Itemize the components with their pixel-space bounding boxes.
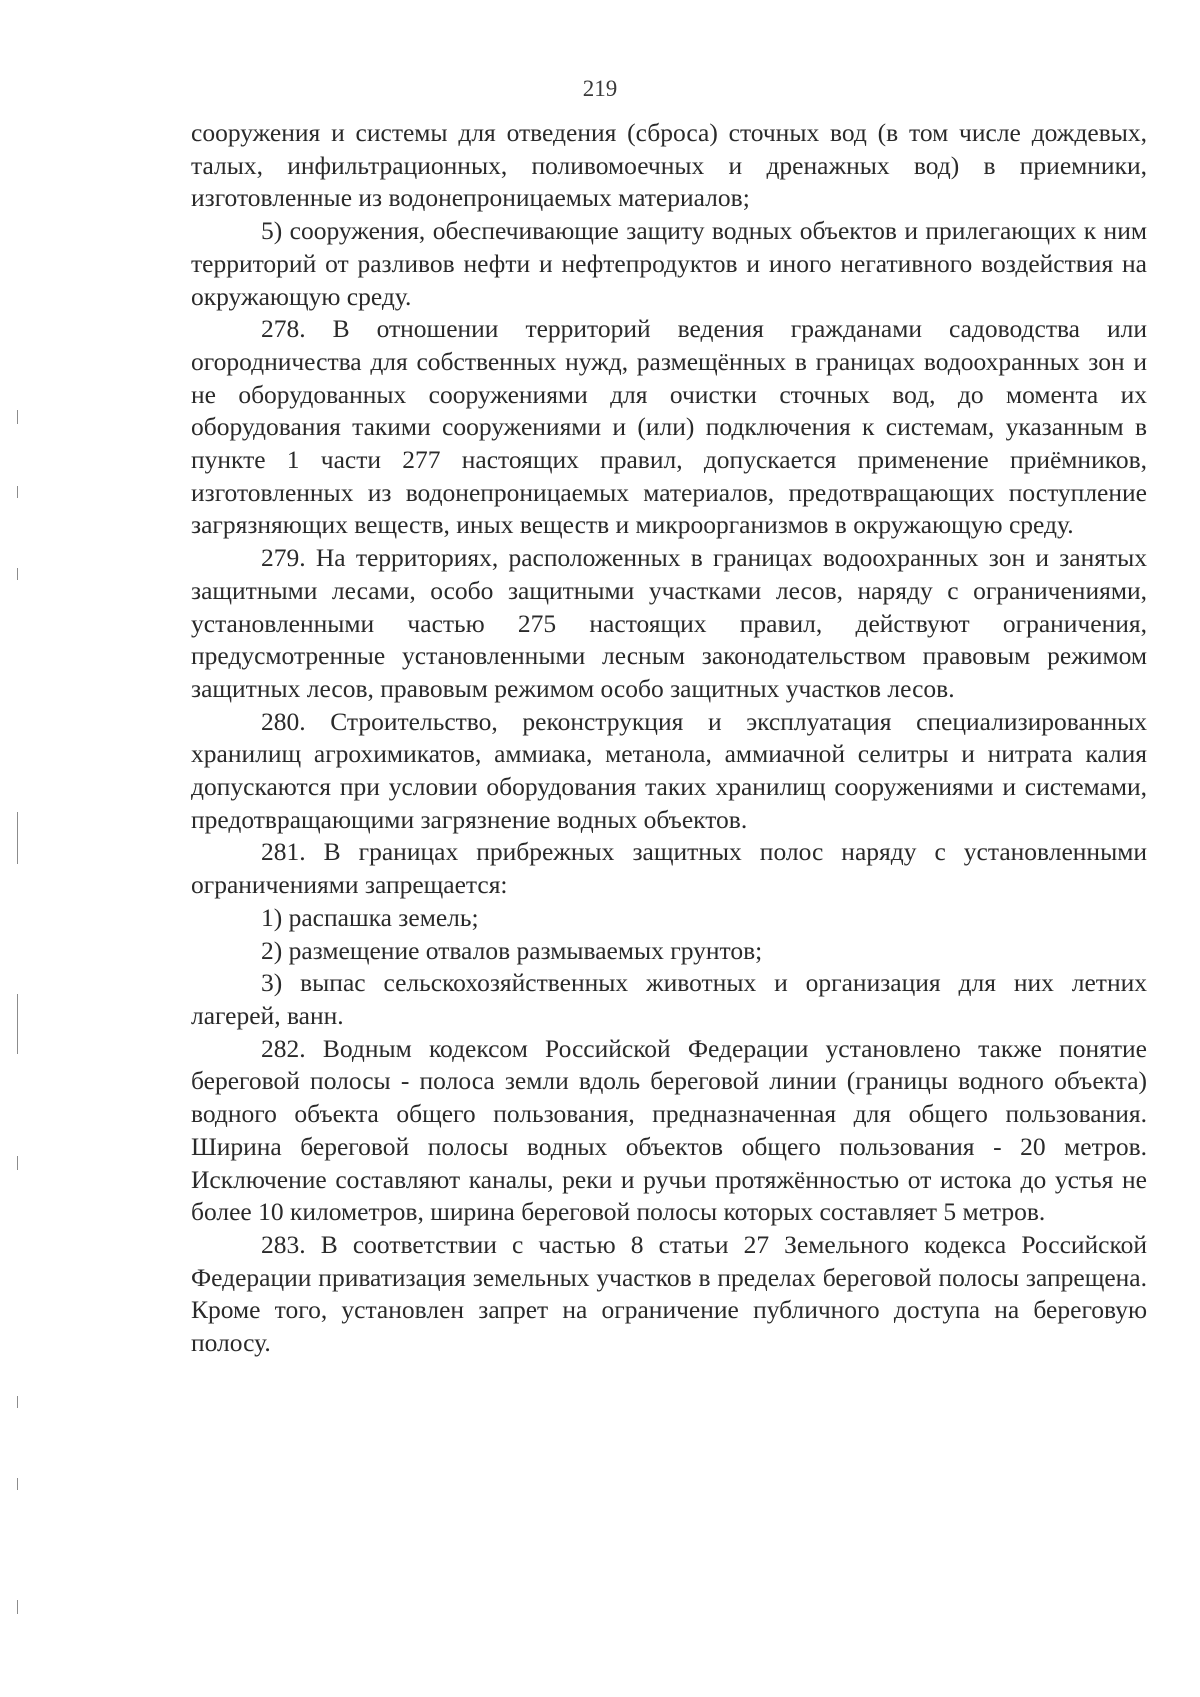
scan-artifact-line <box>17 410 18 424</box>
paragraph-282: 282. Водным кодексом Российской Федерации установлено также понятие береговой полосы - полоса земли вдоль береговой линии (границы водного объекта) водного объекта общего пользования, предназначенная для общего пользования. Ширина береговой полосы водных объектов общего пользования - 20 метров. Исключение составляют каналы, реки и ручьи протяжённостью от истока до устья не более 10 километров, ширина береговой полосы которых составляет 5 метров. <box>191 1033 1147 1227</box>
paragraph-279: 279. На территориях, расположенных в границах водоохранных зон и занятых защитными лесами, особо защитными участками лесов, наряду с ограничениями, установленными частью 275 настоящих правил, действуют ограничения, предусмотренные установленными лесным законодательством правовым режимом защитных лесов, правовым режимом особо защитных участков лесов. <box>191 543 1147 703</box>
list-item-1: 1) распашка земель; <box>261 902 479 932</box>
scan-artifact-line <box>17 486 18 498</box>
page-number: 219 <box>582 76 618 101</box>
paragraph-278: 278. В отношении территорий ведения гражданами садоводства или огородничества для собственных нужд, размещённых в границах водоохранных зон и не оборудованных сооружениями для очистки сточных вод, до момента их оборудования такими сооружениями и (или) подключения к системам, указанным в пункте 1 части 277 настоящих правил, допускается применение приёмников, изготовленных из водонепроницаемых материалов, предотвращающих поступление загрязняющих веществ, иных веществ и микроорганизмов в окружающую среду. <box>191 314 1147 540</box>
scan-artifact-line <box>17 994 18 1054</box>
paragraph-item-5: 5) сооружения, обеспечивающие защиту водных объектов и прилегающих к ним территорий от разливов нефти и нефтепродуктов и иного негативного воздействия на окружающую среду. <box>191 216 1147 311</box>
paragraph-280: 280. Строительство, реконструкция и эксплуатация специализированных хранилищ агрохимикатов, аммиака, метанола, аммиачной селитры и нитрата калия допускаются при условии оборудования таких хранилищ сооружениями и системами, предотвращающими загрязнение водных объектов. <box>191 706 1147 834</box>
list-item-2: 2) размещение отвалов размываемых грунтов; <box>261 935 763 965</box>
paragraph-281: 281. В границах прибрежных защитных полос наряду с установленными ограничениями запрещается: <box>191 837 1147 900</box>
scan-artifact-line <box>17 1396 18 1408</box>
scan-artifact-line <box>17 1478 18 1490</box>
scan-artifact-line <box>17 1600 18 1614</box>
paragraph-continuation: сооружения и системы для отведения (сброса) сточных вод (в том числе дождевых, талых, инфильтрационных, поливомоечных и дренажных вод) в приемники, изготовленные из водонепроницаемых материалов; <box>191 118 1147 213</box>
scan-artifact-line <box>17 568 18 580</box>
scan-artifact-line <box>17 1156 18 1170</box>
list-item-3: 3) выпас сельскохозяйственных животных и организация для них летних лагерей, ванн. <box>191 968 1147 1030</box>
scan-artifact-line <box>17 812 18 864</box>
document-body <box>191 117 1147 1360</box>
paragraph-283: 283. В соответствии с частью 8 статьи 27 Земельного кодекса Российской Федерации приватизация земельных участков в пределах береговой полосы запрещена. Кроме того, установлен запрет на ограничение публичного доступа на береговую полосу. <box>191 1229 1147 1358</box>
